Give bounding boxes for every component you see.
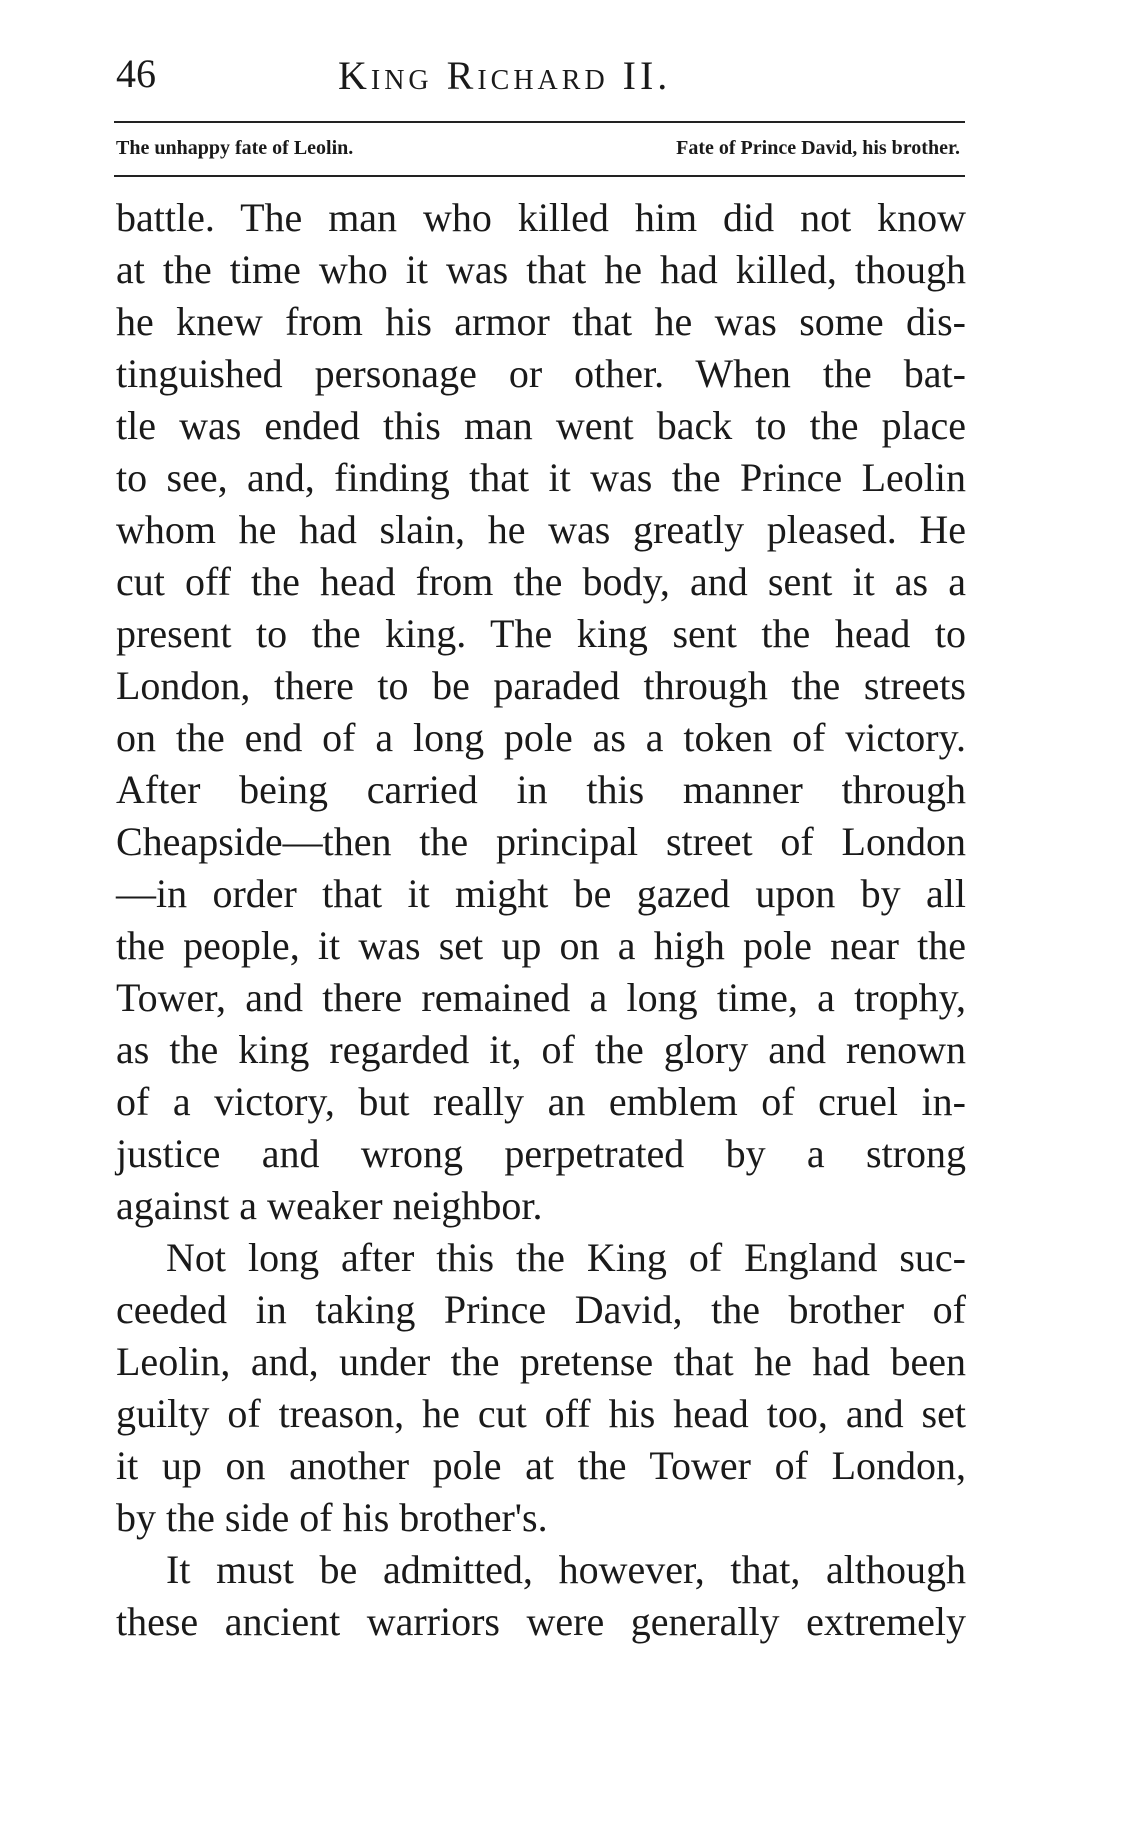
subheading-left: The unhappy fate of Leolin. [116, 137, 354, 159]
header-rule-bottom [114, 175, 965, 177]
text-line: Leolin, and, under the pretense that he had been [116, 1339, 966, 1384]
text-line: Tower, and there remained a long time, a trophy, [116, 975, 966, 1020]
text-line: by the side of his brother's. [116, 1495, 548, 1540]
text-line: against a weaker neighbor. [116, 1183, 543, 1228]
text-line: tle was ended this man went back to the place [116, 403, 966, 448]
text-line: the people, it was set up on a high pole near the [116, 923, 966, 968]
text-line: it up on another pole at the Tower of London, [116, 1443, 966, 1488]
text-line: cut off the head from the body, and sent it as a [116, 559, 966, 604]
text-line: —in order that it might be gazed upon by all [116, 871, 966, 916]
text-line: at the time who it was that he had killed, though [116, 247, 966, 292]
text-line: Cheapside—then the principal street of London [116, 819, 966, 864]
text-line: as the king regarded it, of the glory and renown [116, 1027, 966, 1072]
text-line: London, there to be paraded through the streets [116, 663, 966, 708]
text-line: present to the king. The king sent the head to [116, 611, 966, 656]
page-number: 46 [116, 51, 156, 96]
text-line: battle. The man who killed him did not know [116, 195, 966, 240]
text-line: It must be admitted, however, that, although [166, 1547, 966, 1592]
text-line: of a victory, but really an emblem of cruel in- [116, 1079, 966, 1124]
text-line: After being carried in this manner through [116, 767, 966, 812]
text-line: guilty of treason, he cut off his head too, and set [116, 1391, 966, 1436]
text-line: he knew from his armor that he was some dis- [116, 299, 966, 344]
body-text [116, 192, 966, 1648]
text-line: ceeded in taking Prince David, the brother of [116, 1287, 966, 1332]
header-rule-top [114, 121, 965, 123]
text-line: tinguished personage or other. When the bat- [116, 351, 966, 396]
subheading-right: Fate of Prince David, his brother. [676, 137, 960, 159]
running-title: King Richard II. [338, 53, 672, 98]
text-line: justice and wrong perpetrated by a strong [116, 1131, 966, 1176]
text-line: these ancient warriors were generally extremely [116, 1599, 966, 1644]
text-line: Not long after this the King of England suc- [166, 1235, 966, 1280]
text-line: on the end of a long pole as a token of victory. [116, 715, 966, 760]
text-line: whom he had slain, he was greatly pleased. He [116, 507, 966, 552]
text-line: to see, and, finding that it was the Prince Leolin [116, 455, 966, 500]
